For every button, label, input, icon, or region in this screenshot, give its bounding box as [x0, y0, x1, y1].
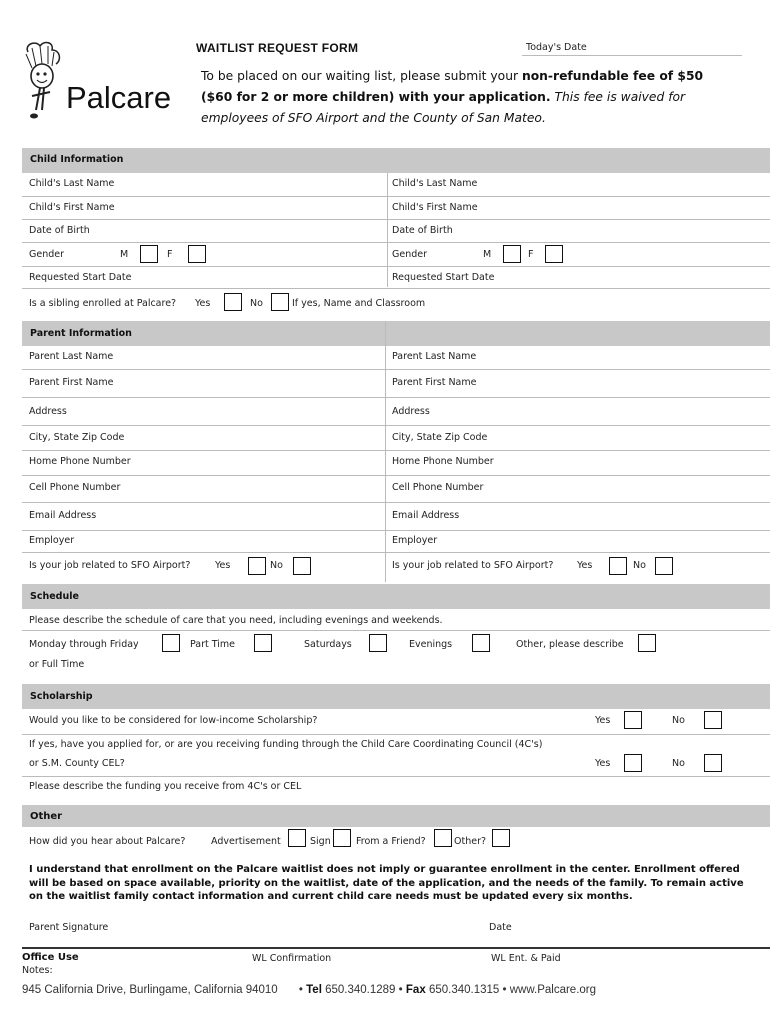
child1-start-date-label: Requested Start Date: [29, 272, 132, 283]
parent1-email-label: Email Address: [29, 510, 97, 521]
parent-info-heading: Parent Information: [30, 328, 132, 339]
monday-friday-checkbox[interactable]: [162, 634, 180, 652]
other-source-label: Other?: [454, 836, 487, 847]
schedule-section: [22, 584, 770, 609]
footer-contact: 945 California Drive, Burlingame, California 94010 • Tel 650.340.1289 • Fax 650.340.1315 • www.Palcare.org: [22, 984, 597, 996]
other-source-checkbox[interactable]: [492, 829, 510, 847]
sign-checkbox[interactable]: [333, 829, 351, 847]
child2-start-date-label: Requested Start Date: [392, 272, 495, 283]
scholarship-q2-yes-checkbox[interactable]: [624, 754, 642, 772]
form-title: WAITLIST REQUEST FORM: [196, 41, 359, 55]
part-time-label: Part Time: [190, 639, 236, 650]
child1-gender-f-checkbox[interactable]: [188, 245, 206, 263]
full-time-label: or Full Time: [29, 659, 85, 670]
child1-last-name-label: Child's Last Name: [29, 178, 115, 189]
other-schedule-label: Other, please describe: [516, 639, 624, 650]
evenings-label: Evenings: [409, 639, 453, 650]
parent-signature-label: Parent Signature: [29, 922, 109, 933]
parent2-email-label: Email Address: [392, 510, 460, 521]
child1-dob-label: Date of Birth: [29, 225, 90, 236]
todays-date-field[interactable]: [522, 55, 742, 56]
monday-friday-label: Monday through Friday: [29, 639, 139, 650]
child1-gender-m-checkbox[interactable]: [140, 245, 158, 263]
divider-line: [22, 947, 770, 949]
parent2-sfo-yes-checkbox[interactable]: [609, 557, 627, 575]
scholarship-q2b: or S.M. County CEL?: [29, 758, 125, 769]
scholarship-section: [22, 684, 770, 709]
scholarship-q2-no-label: No: [672, 758, 685, 769]
other-schedule-checkbox[interactable]: [638, 634, 656, 652]
friend-label: From a Friend?: [356, 836, 426, 847]
scholarship-heading: Scholarship: [30, 691, 93, 702]
parent1-home-phone-label: Home Phone Number: [29, 456, 131, 467]
parent1-city-label: City, State Zip Code: [29, 432, 125, 443]
palcare-brand-text: Palcare: [66, 80, 172, 115]
parent1-sfo-no-checkbox[interactable]: [293, 557, 311, 575]
child2-gender-f-checkbox[interactable]: [545, 245, 563, 263]
footer-fax-label: Fax: [405, 984, 426, 996]
sibling-yes-checkbox[interactable]: [224, 293, 242, 311]
child1-gender-m-label: M: [120, 249, 129, 260]
footer-address: 945 California Drive, Burlingame, California 94010: [22, 984, 278, 996]
other-section: [22, 805, 770, 827]
signature-date-label: Date: [489, 922, 512, 933]
parent1-cell-phone-label: Cell Phone Number: [29, 482, 121, 493]
sign-label: Sign: [310, 836, 331, 847]
parent2-sfo-no-label: No: [633, 560, 646, 571]
footer-tel-label: Tel: [306, 984, 322, 996]
advertisement-label: Advertisement: [211, 836, 281, 847]
child1-first-name-label: Child's First Name: [29, 202, 115, 213]
parent2-sfo-no-checkbox[interactable]: [655, 557, 673, 575]
advertisement-checkbox[interactable]: [288, 829, 306, 847]
parent-info-section: [22, 321, 770, 346]
child2-gender-m-checkbox[interactable]: [503, 245, 521, 263]
parent2-last-name-label: Parent Last Name: [392, 351, 477, 362]
parent2-cell-phone-label: Cell Phone Number: [392, 482, 484, 493]
child2-gender-f-label: F: [528, 249, 534, 260]
scholarship-q2a: If yes, have you applied for, or are you receiving funding through the Child Care Coordinating Council (4C's): [29, 739, 543, 750]
wl-confirmation-label: WL Confirmation: [252, 953, 332, 964]
parent1-address-label: Address: [29, 406, 67, 417]
todays-date-label: Today's Date: [526, 42, 587, 53]
palcare-logo: [18, 40, 183, 125]
parent2-city-label: City, State Zip Code: [392, 432, 488, 443]
saturdays-label: Saturdays: [304, 639, 352, 650]
child2-dob-label: Date of Birth: [392, 225, 453, 236]
scholarship-q1-yes-checkbox[interactable]: [624, 711, 642, 729]
enrollment-statement: I understand that enrollment on the Palcare waitlist does not imply or guarantee enrollment in the center. Enrollment offered will be based on space available, priority on the waitlist, date of the application, and the needs of the family. To remain active on the waitlist family contact information and current child care needs must be updated every six months.: [29, 864, 744, 902]
scholarship-q3: Please describe the funding you receive from 4C's or CEL: [29, 781, 302, 792]
scholarship-q1-yes-label: Yes: [595, 715, 611, 726]
footer-tel: 650.340.1289: [325, 984, 396, 996]
other-heading: Other: [30, 811, 63, 822]
child2-last-name-label: Child's Last Name: [392, 178, 478, 189]
child-info-section: [22, 148, 770, 173]
parent1-sfo-question: Is your job related to SFO Airport?: [29, 560, 191, 571]
sibling-detail-label: If yes, Name and Classroom: [292, 298, 426, 309]
parent2-address-label: Address: [392, 406, 430, 417]
schedule-describe-text: Please describe the schedule of care that you need, including evenings and weekends.: [29, 615, 443, 626]
child2-first-name-label: Child's First Name: [392, 202, 478, 213]
parent2-sfo-question: Is your job related to SFO Airport?: [392, 560, 554, 571]
notes-label: Notes:: [22, 965, 53, 976]
child-figure-icon: [18, 40, 68, 125]
child1-gender-f-label: F: [167, 249, 173, 260]
footer-website[interactable]: www.Palcare.org: [509, 984, 597, 996]
scholarship-q1-no-checkbox[interactable]: [704, 711, 722, 729]
scholarship-q1: Would you like to be considered for low-income Scholarship?: [29, 715, 318, 726]
how-heard-question: How did you hear about Palcare?: [29, 836, 186, 847]
scholarship-q2-yes-label: Yes: [595, 758, 611, 769]
parent2-sfo-yes-label: Yes: [577, 560, 593, 571]
child2-gender-m-label: M: [483, 249, 492, 260]
sibling-question: Is a sibling enrolled at Palcare?: [29, 298, 177, 309]
parent2-employer-label: Employer: [392, 535, 438, 546]
parent1-sfo-yes-label: Yes: [215, 560, 231, 571]
evenings-checkbox[interactable]: [472, 634, 490, 652]
sibling-yes-label: Yes: [195, 298, 211, 309]
scholarship-q1-no-label: No: [672, 715, 685, 726]
part-time-checkbox[interactable]: [254, 634, 272, 652]
parent1-sfo-no-label: No: [270, 560, 283, 571]
child-info-heading: Child Information: [30, 154, 124, 165]
parent1-last-name-label: Parent Last Name: [29, 351, 114, 362]
parent1-first-name-label: Parent First Name: [29, 377, 114, 388]
parent2-home-phone-label: Home Phone Number: [392, 456, 494, 467]
saturdays-checkbox[interactable]: [369, 634, 387, 652]
parent1-employer-label: Employer: [29, 535, 75, 546]
footer-fax: 650.340.1315: [428, 984, 500, 996]
friend-checkbox[interactable]: [434, 829, 452, 847]
child2-gender-label: Gender: [392, 249, 428, 260]
intro-text: To be placed on our waiting list, please submit your non-refundable fee of $50 ($60 for 2 or more children) with your application. This fee is waived for employees of SFO Airport and the County of San Mateo.: [201, 69, 704, 125]
parent1-sfo-yes-checkbox[interactable]: [248, 557, 266, 575]
parent2-first-name-label: Parent First Name: [392, 377, 477, 388]
sibling-no-label: No: [250, 298, 263, 309]
office-use-label: Office Use: [22, 952, 79, 963]
wl-ent-paid-label: WL Ent. & Paid: [491, 953, 561, 964]
scholarship-q2-no-checkbox[interactable]: [704, 754, 722, 772]
schedule-heading: Schedule: [30, 591, 79, 602]
sibling-no-checkbox[interactable]: [271, 293, 289, 311]
child1-gender-label: Gender: [29, 249, 65, 260]
